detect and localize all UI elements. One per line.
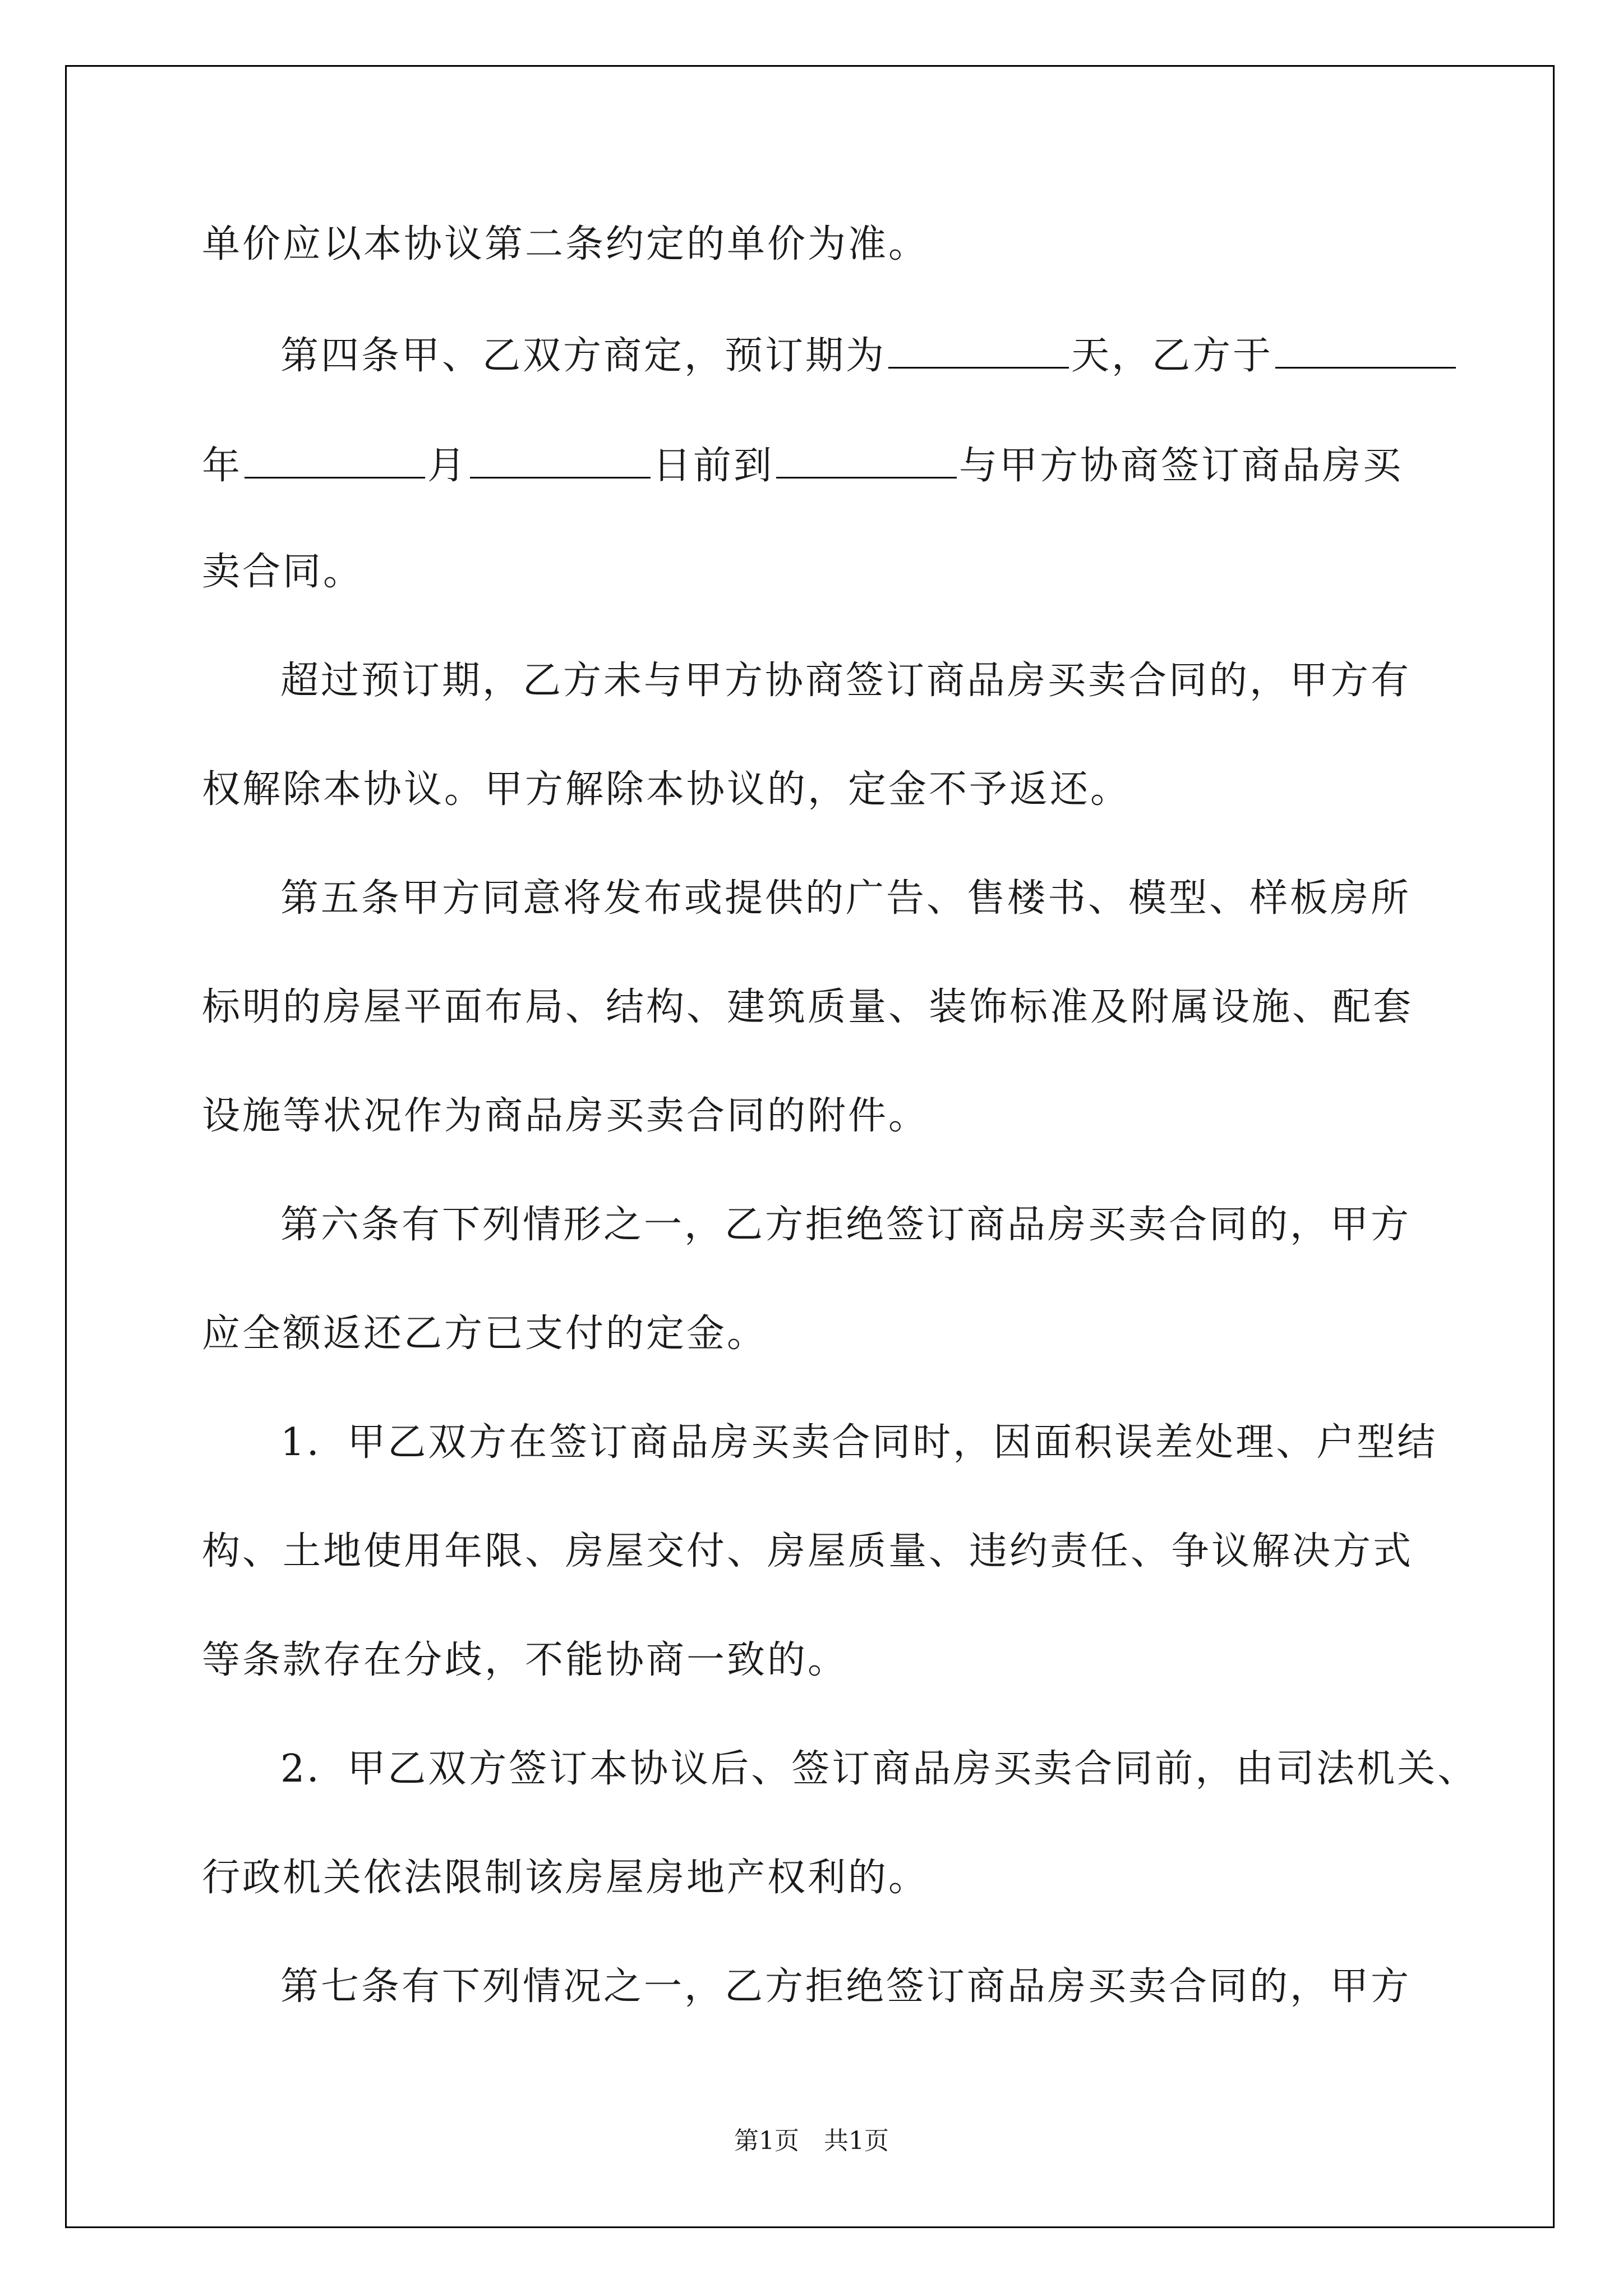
text-line-6: 权解除本协议。甲方解除本协议的，定金不予返还。 xyxy=(202,767,1131,812)
text-line-1: 单价应以本协议第二条约定的单价为准。 xyxy=(202,222,929,266)
text-line-11: 应全额返还乙方已支付的定金。 xyxy=(202,1312,768,1356)
text-line-7: 第五条甲方同意将发布或提供的广告、售楼书、模型、样板房所 xyxy=(280,876,1412,921)
text-line-17: 第七条有下列情况之一，乙方拒绝签订商品房买卖合同的，甲方 xyxy=(280,1964,1412,2009)
text-line-12: 1．甲乙双方在签订商品房买卖合同时，因面积误差处理、户型结 xyxy=(280,1420,1438,1465)
page-footer: 第1页 共1页 xyxy=(734,2127,889,2155)
text-line-9: 设施等状况作为商品房买卖合同的附件。 xyxy=(202,1094,929,1138)
page-frame xyxy=(65,65,1555,2228)
text-line-2 xyxy=(280,334,1458,378)
text-line-8: 标明的房屋平面布局、结构、建筑质量、装饰标准及附属设施、配套 xyxy=(202,985,1414,1029)
text-segment: 月 xyxy=(427,444,468,488)
blank-field-place xyxy=(776,444,957,478)
text-line-14: 等条款存在分歧，不能协商一致的。 xyxy=(202,1638,849,1682)
text-line-16: 行政机关依法限制该房屋房地产权利的。 xyxy=(202,1856,929,1900)
text-segment: 天，乙方于 xyxy=(1071,334,1274,378)
text-line-10: 第六条有下列情形之一，乙方拒绝签订商品房买卖合同的，甲方 xyxy=(280,1203,1412,1247)
text-segment: 第四条甲、乙双方商定，预订期为 xyxy=(280,334,887,378)
text-line-4: 卖合同。 xyxy=(202,550,364,594)
text-segment: 日前到 xyxy=(653,444,774,488)
blank-field-month xyxy=(245,444,425,478)
text-segment: 年 xyxy=(202,444,243,488)
text-line-3 xyxy=(202,444,1404,488)
text-line-5: 超过预订期，乙方未与甲方协商签订商品房买卖合同的，甲方有 xyxy=(280,659,1412,703)
blank-field-year xyxy=(1275,334,1456,369)
text-line-15: 2．甲乙双方签订本协议后、签订商品房买卖合同前，由司法机关、 xyxy=(280,1747,1478,1791)
blank-field-days xyxy=(888,334,1069,369)
blank-field-day xyxy=(470,444,651,478)
text-segment: 与甲方协商签订商品房买 xyxy=(959,444,1404,488)
text-line-13: 构、土地使用年限、房屋交付、房屋质量、违约责任、争议解决方式 xyxy=(202,1529,1414,1573)
